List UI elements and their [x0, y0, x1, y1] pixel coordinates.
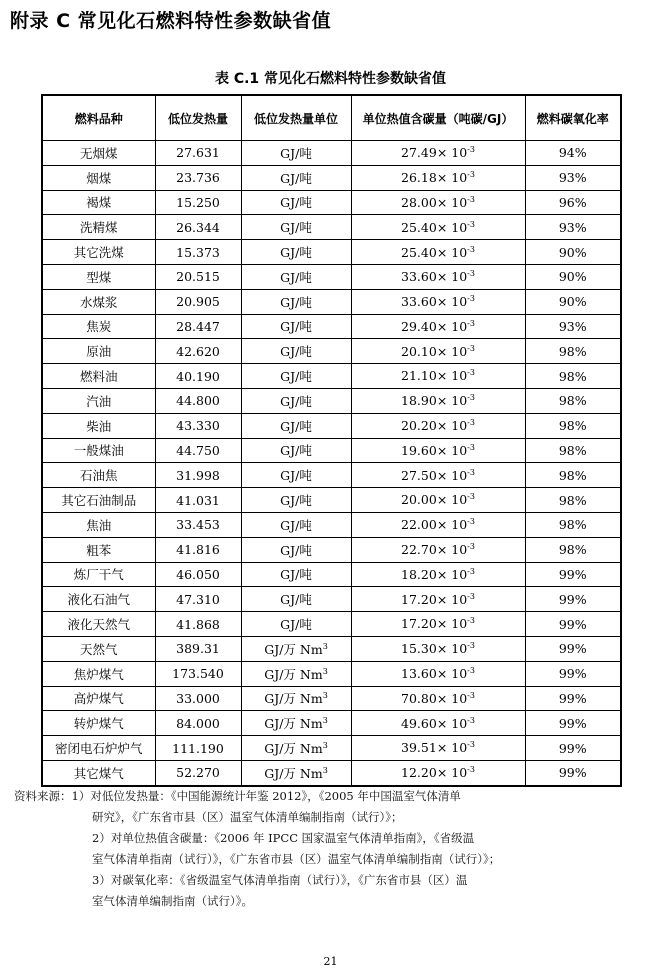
cell-ncv: 15.250 [155, 190, 241, 215]
carbon-exponent: -3 [467, 517, 475, 527]
carbon-exponent: -3 [467, 194, 475, 204]
carbon-value: 20.00× 10 [401, 492, 468, 508]
carbon-value: 26.18× 10 [401, 170, 468, 186]
cell-fuel-type: 其它洗煤 [42, 240, 155, 265]
cell-oxidation-rate: 98% [525, 413, 621, 438]
carbon-exponent: -3 [467, 418, 475, 428]
unit-text: GJ/吨 [280, 195, 312, 211]
note-line: 资料来源：1）对低位发热量：《中国能源统计年鉴 2012》，《2005 年中国温室气体清单 [14, 789, 461, 803]
cell-fuel-type: 汽油 [42, 388, 155, 413]
unit-superscript: 3 [322, 740, 328, 750]
cell-ncv-unit [241, 587, 351, 612]
cell-fuel-type: 燃料油 [42, 364, 155, 389]
carbon-value: 39.51× 10 [401, 740, 468, 756]
cell-ncv: 20.905 [155, 289, 241, 314]
cell-ncv-unit [241, 760, 351, 785]
cell-oxidation-rate: 99% [525, 686, 621, 711]
cell-carbon-content [351, 289, 525, 314]
unit-text: GJ/吨 [280, 294, 312, 310]
cell-ncv: 41.816 [155, 537, 241, 562]
cell-oxidation-rate: 93% [525, 165, 621, 190]
carbon-exponent: -3 [467, 690, 475, 700]
carbon-value: 20.10× 10 [401, 343, 468, 359]
cell-fuel-type: 焦炭 [42, 314, 155, 339]
cell-oxidation-rate: 98% [525, 339, 621, 364]
carbon-value: 70.80× 10 [401, 691, 468, 706]
carbon-exponent: -3 [467, 442, 475, 452]
cell-fuel-type: 液化天然气 [42, 612, 155, 637]
cell-fuel-type: 炼厂干气 [42, 562, 155, 587]
carbon-value: 19.60× 10 [401, 443, 468, 459]
carbon-value: 17.20× 10 [401, 591, 468, 607]
cell-ncv: 23.736 [155, 165, 241, 190]
cell-oxidation-rate: 93% [525, 314, 621, 339]
cell-fuel-type: 焦炉煤气 [42, 661, 155, 686]
cell-ncv-unit [241, 537, 351, 562]
cell-ncv: 15.373 [155, 240, 241, 265]
cell-carbon-content [351, 760, 525, 785]
cell-oxidation-rate: 94% [525, 141, 621, 166]
unit-text: GJ/万 Nm [264, 765, 323, 781]
cell-ncv-unit [241, 512, 351, 537]
carbon-exponent: -3 [467, 294, 475, 304]
unit-text: GJ/吨 [280, 269, 312, 285]
carbon-value: 25.40× 10 [401, 219, 468, 235]
carbon-exponent: -3 [467, 566, 475, 576]
cell-fuel-type: 粗苯 [42, 537, 155, 562]
table-body [42, 141, 621, 786]
cell-ncv: 43.330 [155, 413, 241, 438]
cell-carbon-content [351, 240, 525, 265]
table-row [42, 587, 621, 612]
page-number: 21 [323, 955, 338, 968]
cell-fuel-type: 一般煤油 [42, 438, 155, 463]
cell-ncv: 33.000 [155, 686, 241, 711]
cell-fuel-type: 密闭电石炉炉气 [42, 736, 155, 761]
carbon-exponent: -3 [467, 343, 475, 353]
table-row [42, 463, 621, 488]
cell-ncv-unit [241, 736, 351, 761]
cell-carbon-content [351, 711, 525, 736]
cell-oxidation-rate: 99% [525, 760, 621, 785]
cell-carbon-content [351, 661, 525, 686]
cell-ncv-unit [241, 314, 351, 339]
cell-fuel-type: 无烟煤 [42, 141, 155, 166]
cell-carbon-content [351, 388, 525, 413]
table-row [42, 264, 621, 289]
table-row [42, 388, 621, 413]
table-header-row [42, 95, 621, 141]
cell-ncv-unit [241, 711, 351, 736]
cell-ncv: 41.031 [155, 488, 241, 513]
cell-oxidation-rate: 99% [525, 587, 621, 612]
cell-ncv: 389.31 [155, 636, 241, 661]
carbon-exponent: -3 [467, 145, 475, 155]
unit-superscript: 3 [322, 641, 328, 651]
table-row [42, 760, 621, 785]
cell-carbon-content [351, 190, 525, 215]
cell-fuel-type: 型煤 [42, 264, 155, 289]
cell-fuel-type: 其它煤气 [42, 760, 155, 785]
carbon-exponent: -3 [467, 641, 475, 651]
cell-oxidation-rate: 98% [525, 463, 621, 488]
unit-text: GJ/万 Nm [264, 691, 323, 707]
cell-carbon-content [351, 215, 525, 240]
carbon-value: 29.40× 10 [401, 319, 468, 335]
unit-text: GJ/吨 [280, 220, 312, 236]
cell-oxidation-rate: 99% [525, 562, 621, 587]
cell-ncv-unit [241, 438, 351, 463]
unit-text: GJ/吨 [280, 517, 312, 533]
cell-carbon-content [351, 636, 525, 661]
carbon-value: 27.50× 10 [401, 467, 468, 483]
page-title: 附录 C 常见化石燃料特性参数缺省值 [10, 10, 332, 32]
unit-text: GJ/吨 [280, 319, 312, 335]
cell-ncv-unit [241, 240, 351, 265]
unit-text: GJ/万 Nm [264, 666, 323, 682]
table-row [42, 612, 621, 637]
header-carbon-content: 单位热值含碳量（吨碳/GJ） [351, 95, 525, 141]
cell-oxidation-rate: 99% [525, 612, 621, 637]
cell-ncv-unit [241, 141, 351, 166]
cell-oxidation-rate: 98% [525, 537, 621, 562]
cell-fuel-type: 高炉煤气 [42, 686, 155, 711]
unit-superscript: 3 [322, 765, 328, 775]
cell-carbon-content [351, 264, 525, 289]
carbon-value: 28.00× 10 [401, 195, 468, 211]
note-line: 室气体清单指南（试行）》，《广东省市县（区）温室气体清单编制指南（试行）》； [92, 852, 501, 866]
header-oxidation-rate: 燃料碳氧化率 [525, 95, 621, 141]
note-line: 3）对碳氧化率：《省级温室气体清单指南（试行）》，《广东省市县（区）温 [92, 873, 468, 887]
carbon-exponent: -3 [467, 616, 475, 626]
cell-carbon-content [351, 537, 525, 562]
cell-oxidation-rate: 98% [525, 438, 621, 463]
cell-carbon-content [351, 413, 525, 438]
cell-ncv-unit [241, 289, 351, 314]
cell-ncv-unit [241, 562, 351, 587]
cell-fuel-type: 烟煤 [42, 165, 155, 190]
cell-ncv: 20.515 [155, 264, 241, 289]
cell-ncv: 41.868 [155, 612, 241, 637]
carbon-exponent: -3 [467, 591, 475, 601]
carbon-exponent: -3 [467, 219, 475, 229]
cell-oxidation-rate: 99% [525, 636, 621, 661]
cell-fuel-type: 褐煤 [42, 190, 155, 215]
cell-carbon-content [351, 612, 525, 637]
unit-text: GJ/万 Nm [264, 716, 323, 732]
carbon-value: 17.20× 10 [401, 616, 468, 632]
carbon-exponent: -3 [467, 765, 475, 775]
cell-fuel-type: 洗精煤 [42, 215, 155, 240]
header-ncv-unit: 低位发热量单位 [241, 95, 351, 141]
cell-carbon-content [351, 314, 525, 339]
cell-fuel-type: 原油 [42, 339, 155, 364]
table-row [42, 537, 621, 562]
unit-text: GJ/吨 [280, 592, 312, 608]
carbon-exponent: -3 [467, 715, 475, 725]
cell-fuel-type: 水煤浆 [42, 289, 155, 314]
cell-carbon-content [351, 686, 525, 711]
cell-fuel-type: 其它石油制品 [42, 488, 155, 513]
carbon-value: 22.00× 10 [401, 517, 468, 533]
table-row [42, 190, 621, 215]
table-row [42, 314, 621, 339]
cell-ncv-unit [241, 463, 351, 488]
note-line: 研究》，《广东省市县（区）温室气体清单编制指南（试行）》； [92, 810, 403, 824]
cell-carbon-content [351, 488, 525, 513]
unit-superscript: 3 [322, 666, 328, 676]
cell-ncv: 26.344 [155, 215, 241, 240]
table-row [42, 240, 621, 265]
table-row [42, 661, 621, 686]
cell-fuel-type: 转炉煤气 [42, 711, 155, 736]
unit-text: GJ/万 Nm [264, 741, 323, 757]
cell-ncv: 52.270 [155, 760, 241, 785]
cell-oxidation-rate: 90% [525, 289, 621, 314]
table-row [42, 488, 621, 513]
cell-oxidation-rate: 98% [525, 488, 621, 513]
carbon-exponent: -3 [467, 269, 475, 279]
cell-ncv-unit [241, 661, 351, 686]
cell-ncv-unit [241, 165, 351, 190]
header-ncv: 低位发热量 [155, 95, 241, 141]
cell-fuel-type: 液化石油气 [42, 587, 155, 612]
cell-oxidation-rate: 99% [525, 736, 621, 761]
table-row [42, 215, 621, 240]
table-row [42, 339, 621, 364]
header-fuel-type: 燃料品种 [42, 95, 155, 141]
cell-ncv: 173.540 [155, 661, 241, 686]
carbon-exponent: -3 [467, 542, 475, 552]
unit-superscript: 3 [322, 716, 328, 726]
unit-text: GJ/吨 [280, 369, 312, 385]
cell-oxidation-rate: 90% [525, 264, 621, 289]
table-row [42, 165, 621, 190]
unit-text: GJ/吨 [280, 245, 312, 261]
cell-ncv-unit [241, 686, 351, 711]
cell-ncv: 47.310 [155, 587, 241, 612]
unit-superscript: 3 [322, 691, 328, 701]
table-row [42, 636, 621, 661]
carbon-value: 33.60× 10 [401, 294, 468, 310]
cell-carbon-content [351, 141, 525, 166]
table-row [42, 736, 621, 761]
unit-text: GJ/吨 [280, 418, 312, 434]
cell-carbon-content [351, 438, 525, 463]
carbon-value: 25.40× 10 [401, 244, 468, 260]
cell-ncv-unit [241, 413, 351, 438]
carbon-value: 18.20× 10 [401, 567, 468, 583]
unit-text: GJ/吨 [280, 493, 312, 509]
note-line: 2）对单位热值含碳量：《2006 年 IPCC 国家温室气体清单指南》，《省级温 [92, 831, 475, 845]
cell-carbon-content [351, 364, 525, 389]
cell-carbon-content [351, 463, 525, 488]
cell-fuel-type: 焦油 [42, 512, 155, 537]
carbon-exponent: -3 [467, 492, 475, 502]
carbon-value: 13.60× 10 [401, 666, 468, 682]
cell-ncv-unit [241, 612, 351, 637]
cell-ncv-unit [241, 264, 351, 289]
unit-text: GJ/万 Nm [264, 641, 323, 657]
fuel-parameters-table [41, 94, 622, 787]
table-row [42, 562, 621, 587]
cell-carbon-content [351, 562, 525, 587]
table-caption: 表 C.1 常见化石燃料特性参数缺省值 [214, 71, 447, 87]
unit-text: GJ/吨 [280, 393, 312, 409]
unit-text: GJ/吨 [280, 542, 312, 558]
table-row [42, 512, 621, 537]
unit-text: GJ/吨 [280, 567, 312, 583]
cell-ncv: 27.631 [155, 141, 241, 166]
carbon-exponent: -3 [467, 740, 475, 750]
cell-ncv: 28.447 [155, 314, 241, 339]
cell-carbon-content [351, 736, 525, 761]
cell-ncv-unit [241, 339, 351, 364]
carbon-exponent: -3 [467, 666, 475, 676]
unit-text: GJ/吨 [280, 344, 312, 360]
carbon-value: 20.20× 10 [401, 418, 468, 434]
cell-oxidation-rate: 96% [525, 190, 621, 215]
cell-fuel-type: 石油焦 [42, 463, 155, 488]
carbon-exponent: -3 [467, 170, 475, 180]
carbon-exponent: -3 [467, 467, 475, 477]
cell-ncv-unit [241, 215, 351, 240]
carbon-value: 18.90× 10 [401, 393, 468, 409]
cell-ncv: 46.050 [155, 562, 241, 587]
cell-carbon-content [351, 587, 525, 612]
cell-ncv-unit [241, 488, 351, 513]
cell-oxidation-rate: 99% [525, 711, 621, 736]
cell-ncv: 84.000 [155, 711, 241, 736]
cell-ncv: 40.190 [155, 364, 241, 389]
cell-ncv: 42.620 [155, 339, 241, 364]
carbon-value: 33.60× 10 [401, 269, 468, 285]
cell-oxidation-rate: 99% [525, 661, 621, 686]
table-row [42, 364, 621, 389]
cell-fuel-type: 柴油 [42, 413, 155, 438]
carbon-exponent: -3 [467, 318, 475, 328]
carbon-value: 49.60× 10 [401, 715, 468, 731]
carbon-exponent: -3 [467, 368, 475, 378]
table-row [42, 711, 621, 736]
cell-oxidation-rate: 98% [525, 388, 621, 413]
carbon-value: 12.20× 10 [401, 765, 468, 781]
note-line: 室气体清单编制指南（试行）》。 [92, 894, 253, 908]
table-row [42, 686, 621, 711]
unit-text: GJ/吨 [280, 468, 312, 484]
cell-carbon-content [351, 165, 525, 190]
table-row [42, 289, 621, 314]
cell-carbon-content [351, 512, 525, 537]
cell-ncv: 33.453 [155, 512, 241, 537]
cell-oxidation-rate: 90% [525, 240, 621, 265]
cell-oxidation-rate: 93% [525, 215, 621, 240]
cell-ncv: 44.750 [155, 438, 241, 463]
cell-ncv-unit [241, 190, 351, 215]
carbon-value: 15.30× 10 [401, 641, 468, 657]
cell-fuel-type: 天然气 [42, 636, 155, 661]
carbon-value: 21.10× 10 [401, 368, 468, 384]
unit-text: GJ/吨 [280, 443, 312, 459]
cell-oxidation-rate: 98% [525, 512, 621, 537]
cell-ncv-unit [241, 636, 351, 661]
cell-carbon-content [351, 339, 525, 364]
carbon-exponent: -3 [467, 244, 475, 254]
unit-text: GJ/吨 [280, 170, 312, 186]
cell-ncv-unit [241, 364, 351, 389]
unit-text: GJ/吨 [280, 145, 312, 161]
carbon-exponent: -3 [467, 393, 475, 403]
carbon-value: 27.49× 10 [401, 145, 468, 161]
cell-ncv: 111.190 [155, 736, 241, 761]
source-notes [14, 786, 624, 912]
table-row [42, 141, 621, 166]
table-row [42, 413, 621, 438]
carbon-value: 22.70× 10 [401, 542, 468, 558]
cell-ncv-unit [241, 388, 351, 413]
cell-ncv: 44.800 [155, 388, 241, 413]
unit-text: GJ/吨 [280, 617, 312, 633]
cell-ncv: 31.998 [155, 463, 241, 488]
cell-oxidation-rate: 98% [525, 364, 621, 389]
table-row [42, 438, 621, 463]
